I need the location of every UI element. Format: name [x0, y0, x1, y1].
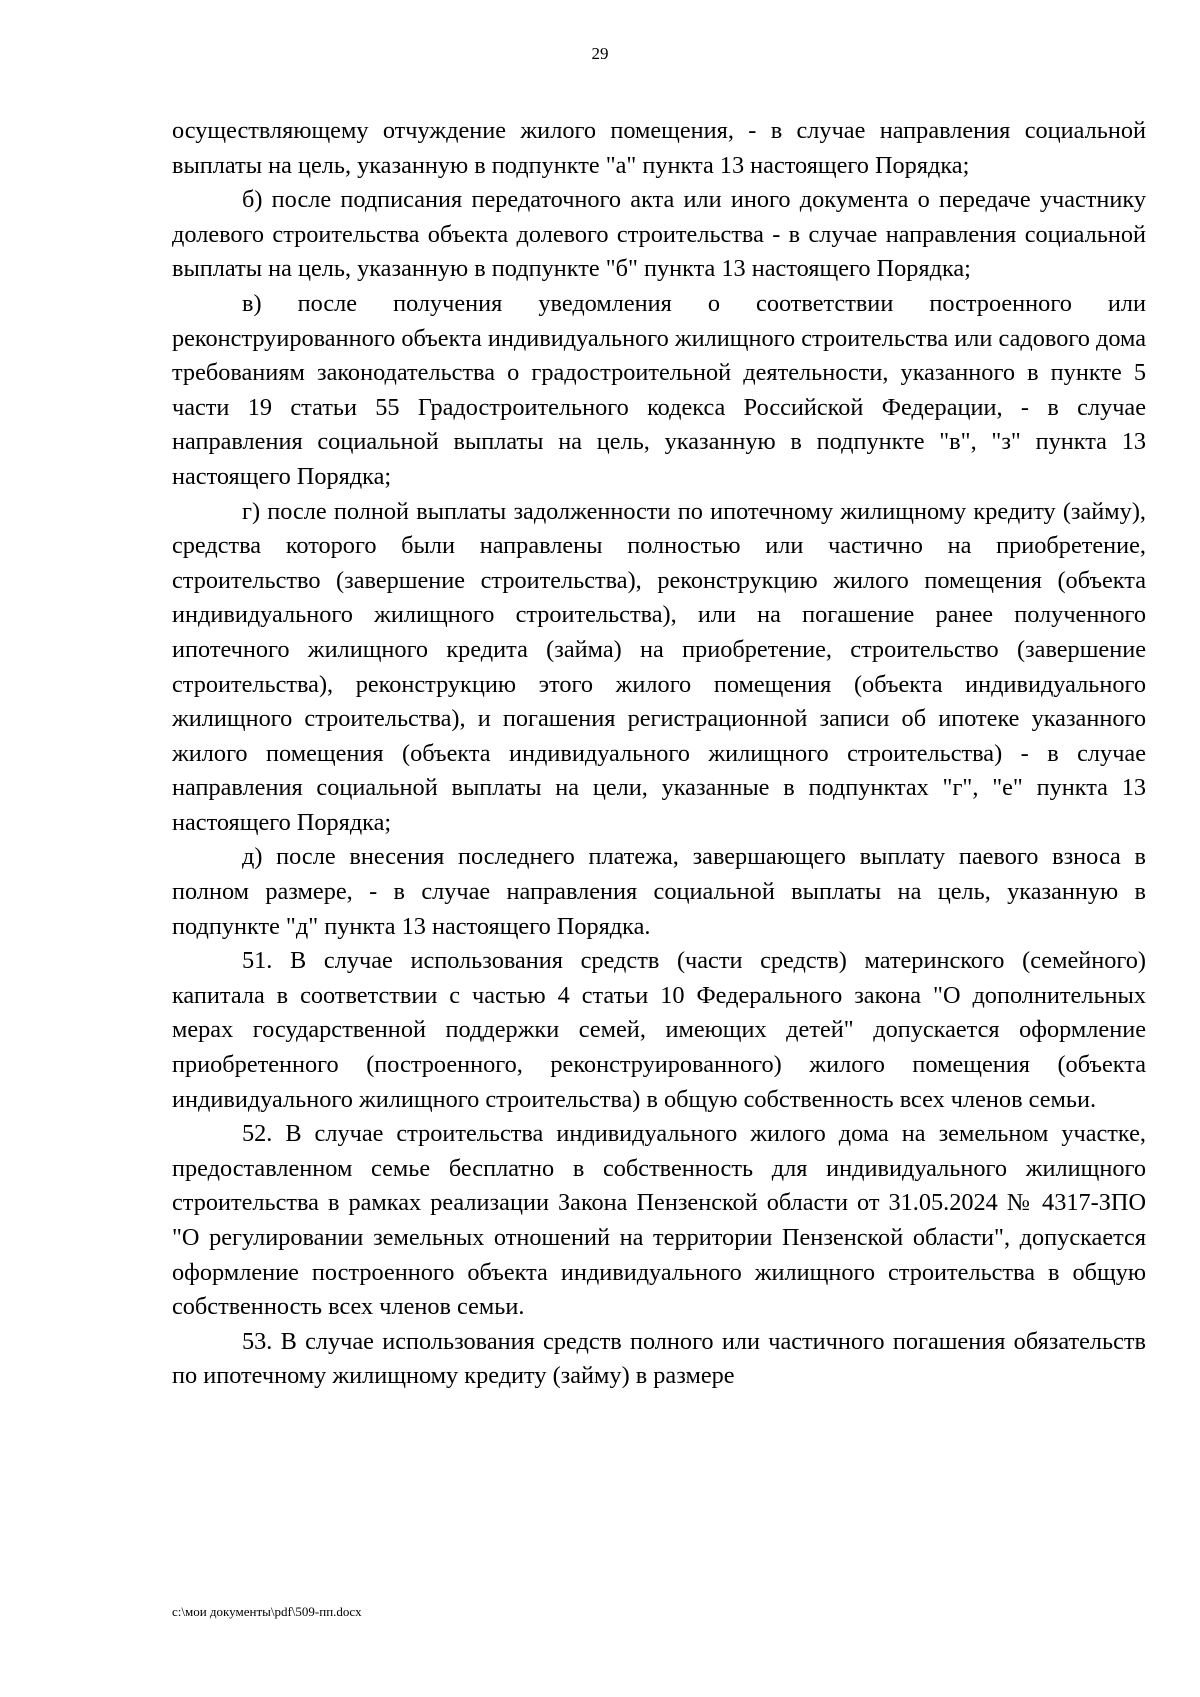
paragraph-continuation-a: осуществляющему отчуждение жилого помещения, - в случае направления социальной выплаты на цель, указанную в подпункте "а" пункта 13 настоящего Порядка;: [172, 117, 1146, 179]
paragraph-subitem-b: б) после подписания передаточного акта или иного документа о передаче участнику долевого строительства объекта долевого строительства - в случае направления социальной выплаты на цель, указанную в подпункте "б" пункта 13 настоящего Порядка;: [172, 186, 1146, 283]
paragraph-clause-51: 51. В случае использования средств (части средств) материнского (семейного) капитала в соответствии с частью 4 статьи 10 Федерального закона "О дополнительных мерах государственной поддержки семей, имеющих детей" допускается оформление приобретенного (построенного, реконструированного) жилого помещения (объекта индивидуального жилищного строительства) в общую собственность всех членов семьи.: [172, 947, 1146, 1113]
paragraph-subitem-d: д) после внесения последнего платежа, завершающего выплату паевого взноса в полном размере, - в случае направления социальной выплаты на цель, указанную в подпункте "д" пункта 13 настоящего Порядка.: [172, 843, 1146, 940]
paragraph-subitem-g: г) после полной выплаты задолженности по ипотечному жилищному кредиту (займу), средства которого были направлены полностью или частично на приобретение, строительство (завершение строительства), реконструкцию жилого помещения (объекта индивидуального жилищного строительства), или на погашение ранее полученного ипотечного жилищного кредита (займа) на приобретение, строительство (завершение строительства), реконструкцию этого жилого помещения (объекта индивидуального жилищного строительства), и погашения регистрационной записи об ипотеке указанного жилого помещения (объекта индивидуального жилищного строительства) - в случае направления социальной выплаты на цели, указанные в подпунктах "г", "е" пункта 13 настоящего Порядка;: [172, 497, 1146, 836]
footer-file-path: c:\мои документы\pdf\509-пп.docx: [172, 1604, 362, 1619]
paragraph-clause-53: 53. В случае использования средств полного или частичного погашения обязательств по ипотечному жилищному кредиту (займу) в размере: [172, 1327, 1146, 1390]
paragraph-clause-52: 52. В случае строительства индивидуального жилого дома на земельном участке, предоставленном семье бесплатно в собственность для индивидуального жилищного строительства в рамках реализации Закона Пензенской области от 31.05.2024 № 4317-ЗПО "О регулировании земельных отношений на территории Пензенской области", допускается оформление построенного объекта индивидуального жилищного строительства в общую собственность всех членов семьи.: [172, 1120, 1146, 1321]
page-number: 29: [591, 44, 609, 63]
paragraph-subitem-v: в) после получения уведомления о соответствии построенного или реконструированного объекта индивидуального жилищного строительства или садового дома требованиям законодательства о градостроительной деятельности, указанного в пункте 5 части 19 статьи 55 Градостроительного кодекса Российской Федерации, - в случае направления социальной выплаты на цель, указанную в подпункте "в", "з" пункта 13 настоящего Порядка;: [172, 289, 1146, 490]
document-body: [172, 114, 1146, 1394]
